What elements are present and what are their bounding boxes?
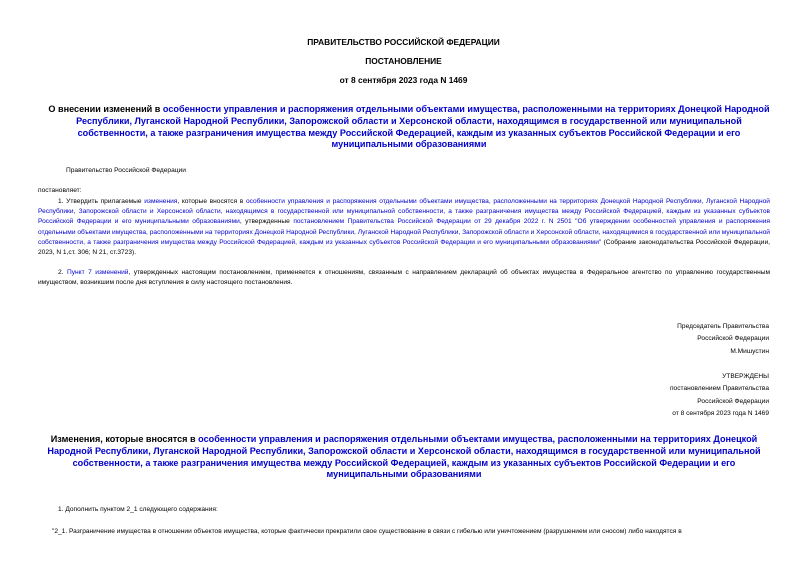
title-link[interactable]: особенности управления и распоряжения отдельными объектами имущества, расположенными на территориях Донецкой Народной Республики, Луганской Народной Республики, Запорожской области и Херсонской области, находящимся в государственной или муниципальной собственности, а также разграничения имущества между Российской Федерацией, каждым из указанных субъектов Российской Федерации и его муниципальными образованиями	[76, 104, 770, 150]
paragraph-item-1	[38, 197, 770, 258]
approval-line-3: Российской Федерации	[697, 397, 769, 405]
signature-block	[677, 321, 769, 358]
item1-text-b: , которые вносятся в	[177, 198, 246, 205]
changes-paragraph-2: "2_1. Разграничение имущества в отношении объектов имущества, которые фактически прекратили свое существование в связи с гибелью или уничтожением (разрушением или сносом) либо находятся в	[52, 528, 682, 535]
item1-text-c: , утвержденные	[239, 218, 294, 226]
item2-link-point7[interactable]: Пункт 7 изменений	[66, 269, 129, 276]
document-title	[48, 104, 770, 151]
item1-link-changes[interactable]: изменения	[144, 198, 178, 205]
changes-title-prefix: Изменения, которые вносятся в	[50, 434, 199, 444]
approval-block	[670, 371, 769, 421]
document-type: ПОСТАНОВЛЕНИЕ	[365, 56, 442, 66]
title-prefix: О внесении изменений в	[48, 104, 163, 114]
signature-line-2: Российской Федерации	[697, 335, 769, 343]
paragraph-item-2	[38, 268, 770, 288]
item2-text-a: 2.	[58, 269, 67, 276]
approval-line-2: постановлением Правительства	[669, 385, 769, 393]
paragraph-resolves: постановляет:	[38, 187, 82, 194]
document-date: от 8 сентября 2023 года N 1469	[339, 75, 468, 85]
item1-link-features[interactable]: особенности управления и распоряжения отдельными объектами имущества, расположенными на территориях Донецкой Народной Республики, Луганской Народной Республики, Запорожской области и Херсонской области, находящимся в государственной или муниципальной собственности, а также разграничения имущества между Российской Федерацией, каждым из указанных субъектов Российской Федерации и его муниципальными образованиями	[38, 198, 770, 226]
approval-line-4: от 8 сентября 2023 года N 1469	[672, 410, 769, 418]
item2-text-b: , утвержденных настоящим постановлением, применяется к отношениям, связанным с направлением деклараций об объектах имущества в Федеральное агентство по управлению государственным имуществом, возникшим после дня вступления в силу настоящего постановления.	[38, 269, 770, 287]
changes-title	[38, 434, 770, 481]
government-heading: ПРАВИТЕЛЬСТВО РОССИЙСКОЙ ФЕДЕРАЦИИ	[307, 37, 500, 47]
approval-line-1: УТВЕРЖДЕНЫ	[722, 373, 769, 380]
paragraph-government: Правительство Российской Федерации	[66, 167, 186, 174]
changes-paragraph-1: 1. Дополнить пунктом 2_1 следующего содержания:	[58, 506, 218, 513]
item1-text-a: 1. Утвердить прилагаемые	[58, 198, 145, 205]
signature-line-3: М.Мишустин	[730, 347, 769, 355]
changes-title-link[interactable]: особенности управления и распоряжения отдельными объектами имущества, расположенными на территориях Донецкой Народной Республики, Луганской Народной Республики, Запорожской области и Херсонской области, находящимся в государственной или муниципальной собственности, а также разграничения имущества между Российской Федерацией, каждым из указанных субъектов Российской Федерации и его муниципальными образованиями	[47, 434, 761, 480]
signature-line-1: Председатель Правительства	[677, 323, 769, 330]
item1-link-resolution[interactable]: постановлением Правительства Российской Федерации от 29 декабря 2022 г. N 2501 "Об утверждении особенностей управления и распоряжения отдельными объектами имущества, расположенными на территориях Донецкой Народной Республики, Луганской Народной Республики, Запорожской области и Херсонской области, находящимися в государственной или муниципальной собственности, а также разграничения имущества между Российской Федерацией, каждым из указанных субъектов Российской Федерации и его муниципальными образованиями"	[38, 218, 770, 246]
item1-text-d: (Собрание законодательства Российской Федерации, 2023, N 1,ст. 306; N 21, ст.3723).	[38, 238, 770, 257]
